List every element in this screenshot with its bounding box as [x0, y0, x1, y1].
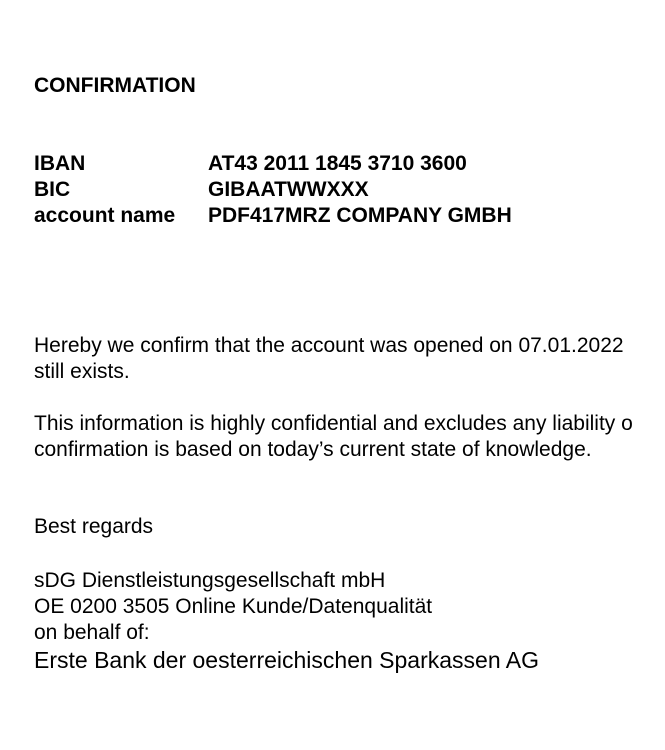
iban-value: AT43 2011 1845 3710 3600	[208, 152, 467, 175]
disclaimer-paragraph	[34, 411, 665, 463]
sender-behalf: on behalf of:	[34, 621, 150, 644]
account-name-value: PDF417MRZ COMPANY GMBH	[208, 204, 512, 227]
account-row-iban	[34, 151, 512, 177]
account-row-name	[34, 203, 512, 229]
account-row-bic	[34, 177, 512, 203]
sender-company: sDG Dienstleistungsgesellschaft mbH	[34, 569, 386, 592]
account-name-label: account name	[34, 204, 176, 227]
confirmation-line-2: still exists.	[34, 360, 130, 383]
sender-department: OE 0200 3505 Online Kunde/Datenqualität	[34, 595, 433, 618]
disclaimer-line-2: confirmation is based on today’s current state of knowledge.	[34, 438, 592, 461]
closing-text: Best regards	[34, 515, 154, 538]
confirmation-line-1: Hereby we confirm that the account was opened on 07.01.2022	[34, 334, 624, 357]
bic-label: BIC	[34, 178, 71, 201]
iban-label: IBAN	[34, 152, 86, 175]
disclaimer-line-1: This information is highly confidential and excludes any liability o	[34, 412, 633, 435]
sender-block	[34, 568, 432, 646]
account-details	[34, 151, 512, 229]
bank-name: Erste Bank der oesterreichischen Sparkassen AG	[34, 647, 539, 673]
bic-value: GIBAATWWXXX	[208, 178, 369, 201]
document-title: CONFIRMATION	[34, 74, 196, 97]
confirmation-paragraph	[34, 333, 665, 385]
